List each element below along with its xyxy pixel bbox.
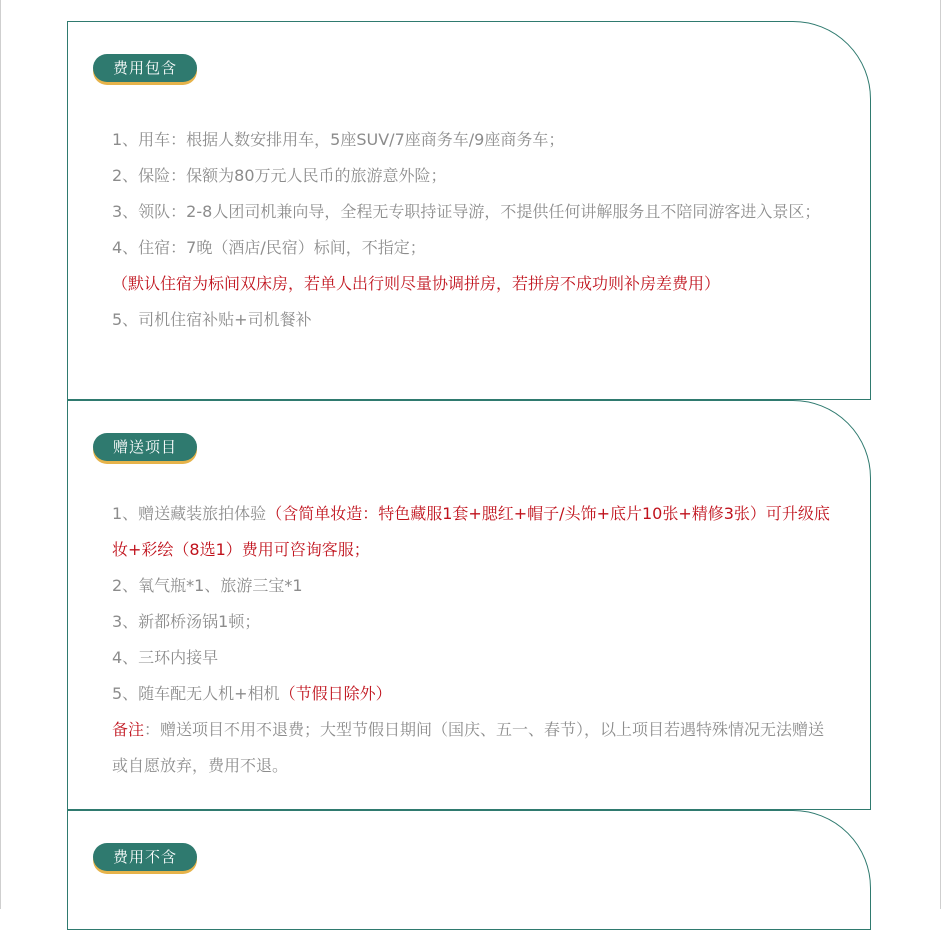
list-item: 5、司机住宿补贴+司机餐补 <box>112 310 312 329</box>
gift-item-1-text: 1、赠送藏装旅拍体验 <box>112 504 267 523</box>
note-text: ：赠送项目不用不退费；大型节假日期间（国庆、五一、春节），以上项目若遇特殊情况无法赠送或自愿放弃，费用不退。 <box>112 720 825 775</box>
fee-included-section <box>67 21 871 400</box>
gift-item-5-detail: （节假日除外） <box>279 684 392 703</box>
fee-excluded-badge: 费用不含 <box>93 843 197 871</box>
list-item: 4、住宿：7晚（酒店/民宿）标间，不指定； <box>112 238 426 257</box>
gift-item-1-detail: （含简单妆造：特色藏服1套+腮红+帽子/头饰+底片10张+精修3张）可升级底妆+彩绘（8选1）费用可咨询客服； <box>112 504 830 559</box>
fee-included-list <box>112 122 830 338</box>
gift-item-5-text: 5、随车配无人机+相机 <box>112 684 280 703</box>
lodging-note: （默认住宿为标间双床房，若单人出行则尽量协调拼房，若拼房不成功则补房差费用） <box>112 274 721 293</box>
list-item: 3、领队：2-8人团司机兼向导，全程无专职持证导游，不提供任何讲解服务且不陪同游客进入景区； <box>112 202 821 221</box>
list-item: 4、三环内接早 <box>112 648 219 667</box>
list-item: 1、用车：根据人数安排用车，5座SUV/7座商务车/9座商务车； <box>112 130 565 149</box>
gifts-note <box>112 712 830 784</box>
list-item <box>112 496 830 568</box>
page-border-left <box>0 0 1 909</box>
note-label: 备注 <box>112 720 145 739</box>
list-item: 3、新都桥汤锅1顿； <box>112 612 261 631</box>
gifts-section <box>67 400 871 810</box>
gifts-list <box>112 496 830 784</box>
gifts-badge: 赠送项目 <box>93 433 197 461</box>
list-item: 2、氧气瓶*1、旅游三宝*1 <box>112 576 303 595</box>
list-item: 2、保险：保额为80万元人民币的旅游意外险； <box>112 166 447 185</box>
fee-included-badge: 费用包含 <box>93 54 197 82</box>
fee-excluded-section <box>67 810 871 930</box>
list-item <box>112 676 830 712</box>
